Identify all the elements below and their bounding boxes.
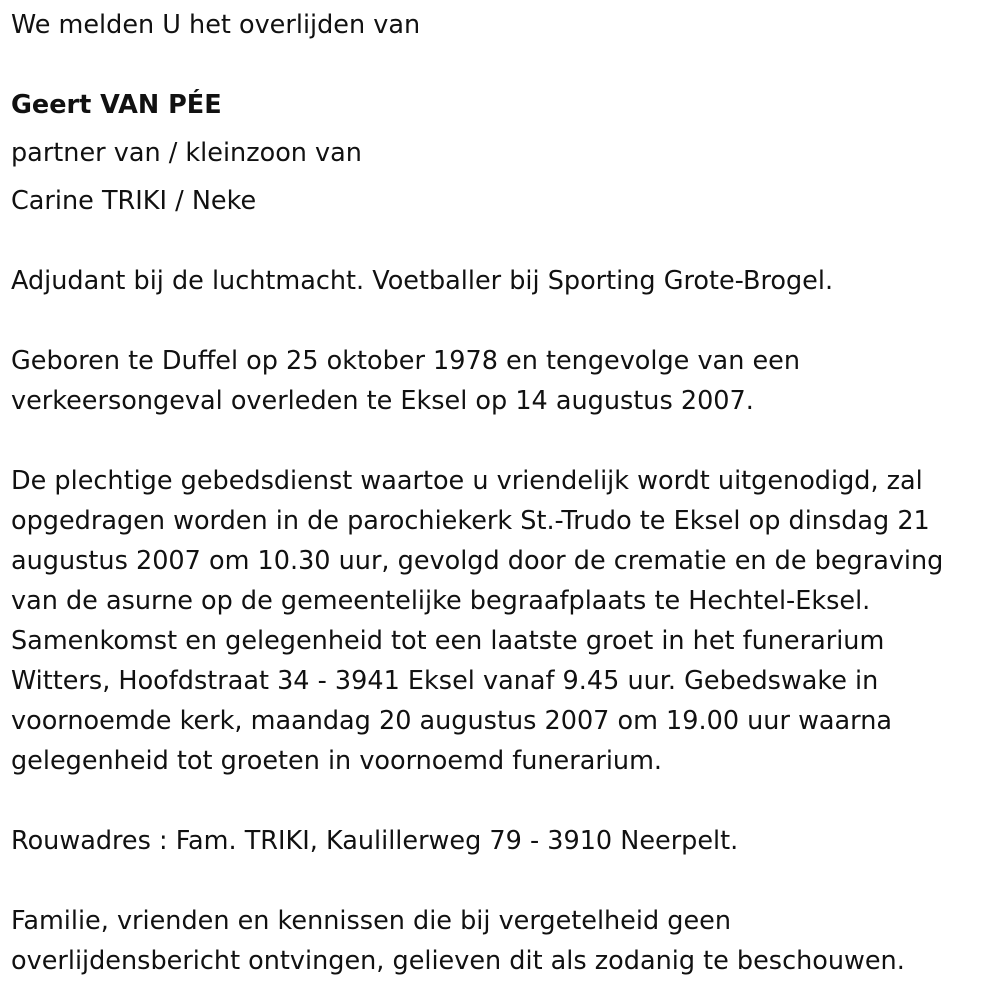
mourning-address-paragraph: [11, 821, 986, 861]
service-paragraph: [11, 461, 986, 781]
service-line: Samenkomst en gelegenheid tot een laatste groet in het funerarium: [11, 626, 885, 656]
service-line: van de asurne op de gemeentelijke begraafplaats te Hechtel-Eksel.: [11, 586, 871, 616]
birth-death-line: verkeersongeval overleden te Eksel op 14 augustus 2007.: [11, 386, 754, 416]
service-line: opgedragen worden in de parochiekerk St.-Trudo te Eksel op dinsdag 21: [11, 506, 930, 536]
relation-line-1: partner van / kleinzoon van: [11, 138, 362, 168]
service-line: voornoemde kerk, maandag 20 augustus 2007 om 19.00 uur waarna: [11, 706, 892, 736]
birth-death-paragraph: [11, 341, 986, 421]
deceased-name: Geert VAN PÉE: [11, 90, 222, 120]
service-line: De plechtige gebedsdienst waartoe u vriendelijk wordt uitgenodigd, zal: [11, 466, 923, 496]
occupation-paragraph: [11, 261, 986, 301]
relation-line-2: Carine TRIKI / Neke: [11, 186, 257, 216]
service-line: gelegenheid tot groeten in voornoemd funerarium.: [11, 746, 663, 776]
service-line: augustus 2007 om 10.30 uur, gevolgd door de crematie en de begraving: [11, 546, 944, 576]
mourning-address: Rouwadres : Fam. TRIKI, Kaulillerweg 79 - 3910 Neerpelt.: [11, 826, 739, 856]
occupation-line: Adjudant bij de luchtmacht. Voetballer bij Sporting Grote-Brogel.: [11, 266, 834, 296]
family-note-line: overlijdensbericht ontvingen, gelieven dit als zodanig te beschouwen.: [11, 946, 905, 976]
service-line: Witters, Hoofdstraat 34 - 3941 Eksel vanaf 9.45 uur. Gebedswake in: [11, 666, 879, 696]
birth-death-line: Geboren te Duffel op 25 oktober 1978 en tengevolge van een: [11, 346, 800, 376]
family-note-paragraph: [11, 901, 986, 981]
intro-text: We melden U het overlijden van: [11, 10, 421, 40]
family-note-line: Familie, vrienden en kennissen die bij vergetelheid geen: [11, 906, 731, 936]
